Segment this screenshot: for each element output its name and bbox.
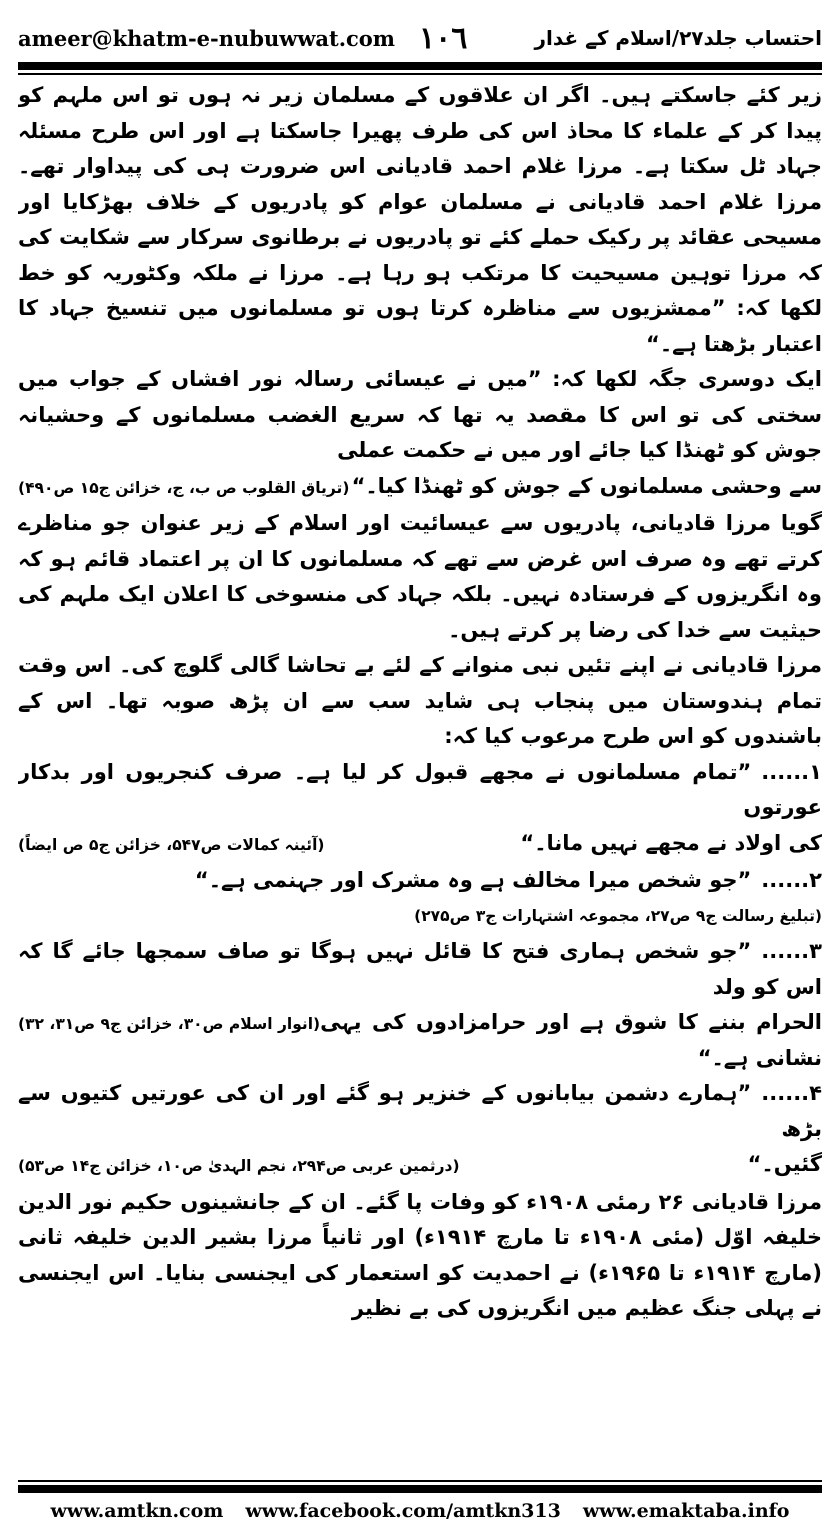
quote-4 [18, 1076, 822, 1147]
quote-2-text: ”جو شخص میرا مخالف ہے وہ مشرک اور جہنمی ہے۔“ [194, 868, 752, 892]
paragraph-2-end: سے وحشی مسلمانوں کے جوش کو ٹھنڈا کیا۔“ [351, 473, 822, 498]
running-title: احتساب جلد۲۷/اسلام کے غدار [534, 26, 822, 50]
citation-5: (درثمین عربی ص۲۹۴، نجم الہدیٰ ص۱۰، خزائن ج۱۴ ص۵۳) [18, 1157, 460, 1175]
quote-4-end: گئیں۔“ [747, 1152, 822, 1176]
quote-3 [18, 934, 822, 1005]
citation-3: (تبلیغ رسالت ج۹ ص۲۷، مجموعہ اشتہارات ج۳ ص۲۷۵) [414, 906, 822, 925]
page-number: ١٠٦ [419, 20, 468, 56]
citation-2: (آئینہ کمالات ص۵۴۷، خزائن ج۵ ص ایضاً) [18, 835, 325, 854]
quote-4-number: ۴...... [761, 1081, 822, 1105]
paragraph-2-last-line [18, 469, 822, 507]
footer-rule-thin [18, 1480, 822, 1482]
header-rule-thick [18, 62, 822, 70]
page-footer [0, 1500, 840, 1530]
paragraph-4: مرزا قادیانی نے اپنے تئیں نبی منوانے کے لئے بے تحاشا گالی گلوچ کی۔ اس وقت تمام ہندوستان میں پنجاب ہی شاید سب سے ان پڑھ صوبہ تھا۔ اس کے باشندوں کو اس طرح مرعوب کیا کہ: [18, 653, 822, 748]
quote-1 [18, 755, 822, 826]
page-header [18, 18, 822, 58]
footer-link-amtkn: www.amtkn.com [50, 1500, 224, 1522]
quote-4-text: ”ہمارے دشمن بیابانوں کے خنزیر ہو گئے اور ان کی عورتیں کتیوں سے بڑھ [18, 1081, 822, 1141]
quote-1-last-line [18, 826, 822, 864]
paragraph-3: گویا مرزا قادیانی، پادریوں سے عیسائیت اور اسلام کے زیر عنوان جو مناظرے کرتے تھے وہ صرف اس غرض سے تھے کہ مسلمانوں کا ان پر اعتماد قائم ہو کہ وہ انگریزوں کے فرستادہ نہیں۔ بلکہ جہاد کی منسوخی کا اعلان ایک ملہم کی حیثیت سے خدا کی رضا پر کرتے ہیں۔ [18, 511, 822, 642]
quote-2 [18, 863, 822, 899]
header-rule-thin [18, 73, 822, 75]
quote-1-text: ”تمام مسلمانوں نے مجھے قبول کر لیا ہے۔ صرف کنجریوں اور بدکار عورتوں [18, 759, 822, 819]
citation-4: (انوار اسلام ص۳۰، خزائن ج۹ ص۳۱، ۳۲) [18, 1015, 321, 1033]
quote-4-last-line [18, 1147, 822, 1185]
footer-link-facebook: www.facebook.com/amtkn313 [245, 1500, 561, 1522]
paragraph-1: زیر کئے جاسکتے ہیں۔ اگر ان علاقوں کے مسلمان زیر نہ ہوں تو اس ملہم کو پیدا کر کے علماء کا محاذ اس کی طرف پھیرا جاسکتا ہے اور اس طرح مسئلہ جہاد ٹل سکتا ہے۔ مرزا غلام احمد قادیانی اس ضرورت ہی کی پیداوار تھے۔ مرزا غلام احمد قادیانی نے مسلمان عوام کو پادریوں کے خلاف بھڑکایا اور مسیحی عقائد پر رکیک حملے کئے تو پادریوں نے برطانوی سرکار سے شکایت کی کہ مرزا توہین مسیحیت کا مرتکب ہو رہا ہے۔ مرزا نے ملکہ وکٹوریہ کو خط لکھا کہ: ”ممشزیوں سے مناظرہ کرتا ہوں تو مسلمانوں میں تنسیخ جہاد کا اعتبار بڑھتا ہے۔“ [18, 83, 822, 356]
paragraph-2: ایک دوسری جگہ لکھا کہ: ”میں نے عیسائی رسالہ نور افشاں کے جواب میں سختی کی تو اس کا مقصد یہ تھا کہ سریع الغضب مسلمانوں کے وحشیانہ جوش کو ٹھنڈا کیا جائے اور میں نے حکمت عملی [18, 367, 822, 462]
quote-3-text: ”جو شخص ہماری فتح کا قائل نہیں ہوگا تو صاف سمجھا جائے گا کہ اس کو ولد [18, 939, 822, 999]
quote-1-end: کی اولاد نے مجھے نہیں مانا۔“ [520, 830, 822, 855]
page-body [18, 78, 822, 1468]
quote-3-end: الحرام بننے کا شوق ہے اور حرامزادوں کی یہی نشانی ہے۔“ [320, 1010, 822, 1070]
header-left [18, 21, 467, 56]
quote-3-number: ۳...... [761, 939, 822, 963]
citation-1: (تریاق القلوب ص ب، ج، خزائن ج۱۵ ص۴۹۰) [18, 478, 350, 497]
footer-link-emaktaba: www.emaktaba.info [582, 1500, 790, 1522]
header-email: ameer@khatm-e-nubuwwat.com [18, 25, 396, 51]
paragraph-5: مرزا قادیانی ۲۶ رمئی ۱۹۰۸ء کو وفات پا گئے۔ ان کے جانشینوں حکیم نور الدین خلیفہ اوّل (مئی ۱۹۰۸ء تا مارچ ۱۹۱۴ء) اور ثانیاً مرزا بشیر الدین خلیفہ ثانی (مارچ ۱۹۱۴ء تا ۱۹۶۵ء) نے احمدیت کو استعمار کی ایجنسی بنایا۔ اس ایجنسی نے پہلی جنگ عظیم میں انگریزوں کی بے نظیر [18, 1189, 822, 1320]
quote-1-number: ۱...... [761, 759, 822, 784]
quote-3-last-line [18, 1005, 822, 1076]
footer-rule-thick [18, 1485, 822, 1493]
quote-2-number: ۲...... [761, 868, 822, 892]
